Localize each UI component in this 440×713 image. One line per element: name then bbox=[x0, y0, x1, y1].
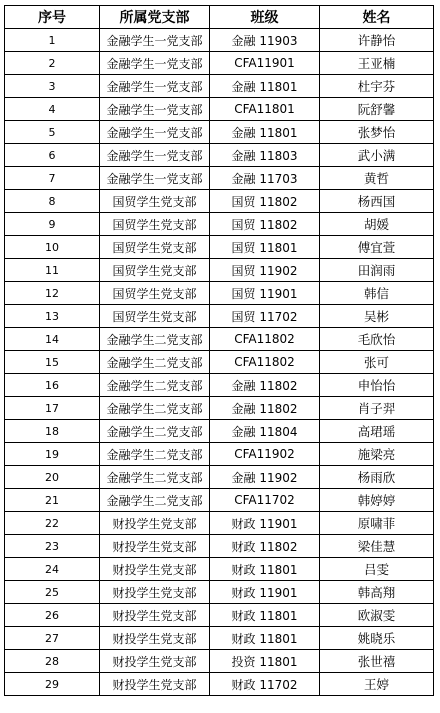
row-branch: 财投学生党支部 bbox=[100, 627, 210, 650]
row-name: 原啸菲 bbox=[320, 512, 434, 535]
row-name: 张世禧 bbox=[320, 650, 434, 673]
header-name: 姓名 bbox=[320, 6, 434, 29]
table-row bbox=[5, 650, 434, 673]
row-name: 杨雨欣 bbox=[320, 466, 434, 489]
table-row bbox=[5, 259, 434, 282]
row-branch: 金融学生一党支部 bbox=[100, 121, 210, 144]
row-class: 财政 11901 bbox=[210, 512, 320, 535]
table-row bbox=[5, 190, 434, 213]
row-class: 金融 11703 bbox=[210, 167, 320, 190]
row-name: 韩信 bbox=[320, 282, 434, 305]
table-row bbox=[5, 443, 434, 466]
row-name: 高珺瑶 bbox=[320, 420, 434, 443]
row-name: 胡媛 bbox=[320, 213, 434, 236]
row-class: CFA11902 bbox=[210, 443, 320, 466]
row-name: 阮舒馨 bbox=[320, 98, 434, 121]
row-name: 吕雯 bbox=[320, 558, 434, 581]
table-row bbox=[5, 420, 434, 443]
row-class: 金融 11801 bbox=[210, 75, 320, 98]
table-row bbox=[5, 397, 434, 420]
row-class: 国贸 11802 bbox=[210, 213, 320, 236]
row-branch: 金融学生二党支部 bbox=[100, 397, 210, 420]
row-class: CFA11702 bbox=[210, 489, 320, 512]
row-index: 4 bbox=[5, 98, 100, 121]
table-row bbox=[5, 489, 434, 512]
row-name: 王亚楠 bbox=[320, 52, 434, 75]
row-class: 国贸 11902 bbox=[210, 259, 320, 282]
row-index: 22 bbox=[5, 512, 100, 535]
row-name: 杨西国 bbox=[320, 190, 434, 213]
row-branch: 金融学生一党支部 bbox=[100, 98, 210, 121]
table-row bbox=[5, 535, 434, 558]
row-index: 17 bbox=[5, 397, 100, 420]
row-branch: 国贸学生党支部 bbox=[100, 236, 210, 259]
table-row bbox=[5, 466, 434, 489]
row-class: 金融 11902 bbox=[210, 466, 320, 489]
table-row bbox=[5, 29, 434, 52]
row-name: 梁佳慧 bbox=[320, 535, 434, 558]
row-class: CFA11802 bbox=[210, 328, 320, 351]
row-branch: 财投学生党支部 bbox=[100, 650, 210, 673]
row-name: 许静怡 bbox=[320, 29, 434, 52]
row-class: 金融 11903 bbox=[210, 29, 320, 52]
row-index: 27 bbox=[5, 627, 100, 650]
row-class: 财政 11801 bbox=[210, 558, 320, 581]
row-class: 金融 11802 bbox=[210, 397, 320, 420]
row-index: 13 bbox=[5, 305, 100, 328]
row-branch: 财投学生党支部 bbox=[100, 673, 210, 696]
row-index: 8 bbox=[5, 190, 100, 213]
row-index: 3 bbox=[5, 75, 100, 98]
row-index: 2 bbox=[5, 52, 100, 75]
table-row bbox=[5, 213, 434, 236]
row-branch: 国贸学生党支部 bbox=[100, 190, 210, 213]
row-branch: 金融学生二党支部 bbox=[100, 351, 210, 374]
table-row bbox=[5, 328, 434, 351]
row-branch: 金融学生一党支部 bbox=[100, 75, 210, 98]
row-branch: 财投学生党支部 bbox=[100, 535, 210, 558]
row-name: 吴彬 bbox=[320, 305, 434, 328]
row-class: 财政 11802 bbox=[210, 535, 320, 558]
member-table bbox=[4, 5, 434, 696]
header-class: 班级 bbox=[210, 6, 320, 29]
row-branch: 金融学生二党支部 bbox=[100, 374, 210, 397]
table-row bbox=[5, 374, 434, 397]
row-index: 12 bbox=[5, 282, 100, 305]
table-row bbox=[5, 282, 434, 305]
table-row bbox=[5, 604, 434, 627]
row-branch: 金融学生一党支部 bbox=[100, 29, 210, 52]
row-class: 财政 11702 bbox=[210, 673, 320, 696]
row-branch: 金融学生二党支部 bbox=[100, 489, 210, 512]
row-index: 10 bbox=[5, 236, 100, 259]
row-index: 11 bbox=[5, 259, 100, 282]
table-body bbox=[5, 29, 434, 696]
row-index: 9 bbox=[5, 213, 100, 236]
row-index: 14 bbox=[5, 328, 100, 351]
table-row bbox=[5, 52, 434, 75]
table-row bbox=[5, 75, 434, 98]
table-row bbox=[5, 121, 434, 144]
row-class: 财政 11801 bbox=[210, 604, 320, 627]
row-class: 国贸 11802 bbox=[210, 190, 320, 213]
row-branch: 金融学生一党支部 bbox=[100, 144, 210, 167]
row-branch: 财投学生党支部 bbox=[100, 604, 210, 627]
table-row bbox=[5, 98, 434, 121]
row-name: 申怡怡 bbox=[320, 374, 434, 397]
row-branch: 金融学生二党支部 bbox=[100, 420, 210, 443]
row-class: CFA11802 bbox=[210, 351, 320, 374]
table-row bbox=[5, 581, 434, 604]
header-index: 序号 bbox=[5, 6, 100, 29]
row-index: 23 bbox=[5, 535, 100, 558]
row-index: 18 bbox=[5, 420, 100, 443]
table-row bbox=[5, 351, 434, 374]
row-branch: 国贸学生党支部 bbox=[100, 282, 210, 305]
row-name: 张梦怡 bbox=[320, 121, 434, 144]
row-class: 金融 11801 bbox=[210, 121, 320, 144]
row-name: 傅宜萱 bbox=[320, 236, 434, 259]
row-index: 1 bbox=[5, 29, 100, 52]
row-class: 金融 11802 bbox=[210, 374, 320, 397]
row-index: 20 bbox=[5, 466, 100, 489]
table-row bbox=[5, 144, 434, 167]
row-branch: 国贸学生党支部 bbox=[100, 259, 210, 282]
row-branch: 金融学生一党支部 bbox=[100, 167, 210, 190]
row-branch: 财投学生党支部 bbox=[100, 558, 210, 581]
row-name: 黄哲 bbox=[320, 167, 434, 190]
row-class: 财政 11801 bbox=[210, 627, 320, 650]
table-row bbox=[5, 558, 434, 581]
table-row bbox=[5, 627, 434, 650]
row-name: 姚晓乐 bbox=[320, 627, 434, 650]
row-name: 肖子羿 bbox=[320, 397, 434, 420]
table-row bbox=[5, 673, 434, 696]
row-branch: 金融学生二党支部 bbox=[100, 443, 210, 466]
row-index: 16 bbox=[5, 374, 100, 397]
row-name: 欧淑雯 bbox=[320, 604, 434, 627]
row-class: 国贸 11901 bbox=[210, 282, 320, 305]
row-index: 28 bbox=[5, 650, 100, 673]
row-class: 国贸 11801 bbox=[210, 236, 320, 259]
row-name: 田润雨 bbox=[320, 259, 434, 282]
row-index: 26 bbox=[5, 604, 100, 627]
table-row bbox=[5, 305, 434, 328]
row-name: 毛欣怡 bbox=[320, 328, 434, 351]
row-name: 王婷 bbox=[320, 673, 434, 696]
row-name: 杜宇芬 bbox=[320, 75, 434, 98]
row-branch: 金融学生一党支部 bbox=[100, 52, 210, 75]
header-branch: 所属党支部 bbox=[100, 6, 210, 29]
row-index: 25 bbox=[5, 581, 100, 604]
row-class: 金融 11804 bbox=[210, 420, 320, 443]
row-index: 24 bbox=[5, 558, 100, 581]
row-index: 7 bbox=[5, 167, 100, 190]
row-branch: 国贸学生党支部 bbox=[100, 305, 210, 328]
row-class: 国贸 11702 bbox=[210, 305, 320, 328]
row-index: 29 bbox=[5, 673, 100, 696]
row-index: 19 bbox=[5, 443, 100, 466]
row-name: 韩婷婷 bbox=[320, 489, 434, 512]
row-branch: 财投学生党支部 bbox=[100, 581, 210, 604]
table-row bbox=[5, 236, 434, 259]
row-class: 财政 11901 bbox=[210, 581, 320, 604]
row-index: 5 bbox=[5, 121, 100, 144]
row-class: 金融 11803 bbox=[210, 144, 320, 167]
row-name: 韩高翔 bbox=[320, 581, 434, 604]
row-name: 张可 bbox=[320, 351, 434, 374]
row-name: 施梁亮 bbox=[320, 443, 434, 466]
row-branch: 金融学生二党支部 bbox=[100, 328, 210, 351]
table-row bbox=[5, 167, 434, 190]
row-index: 15 bbox=[5, 351, 100, 374]
row-branch: 国贸学生党支部 bbox=[100, 213, 210, 236]
row-branch: 金融学生二党支部 bbox=[100, 466, 210, 489]
header-row bbox=[5, 6, 434, 29]
row-index: 6 bbox=[5, 144, 100, 167]
row-name: 武小满 bbox=[320, 144, 434, 167]
row-class: CFA11901 bbox=[210, 52, 320, 75]
row-class: CFA11801 bbox=[210, 98, 320, 121]
row-branch: 财投学生党支部 bbox=[100, 512, 210, 535]
row-class: 投资 11801 bbox=[210, 650, 320, 673]
row-index: 21 bbox=[5, 489, 100, 512]
table-row bbox=[5, 512, 434, 535]
